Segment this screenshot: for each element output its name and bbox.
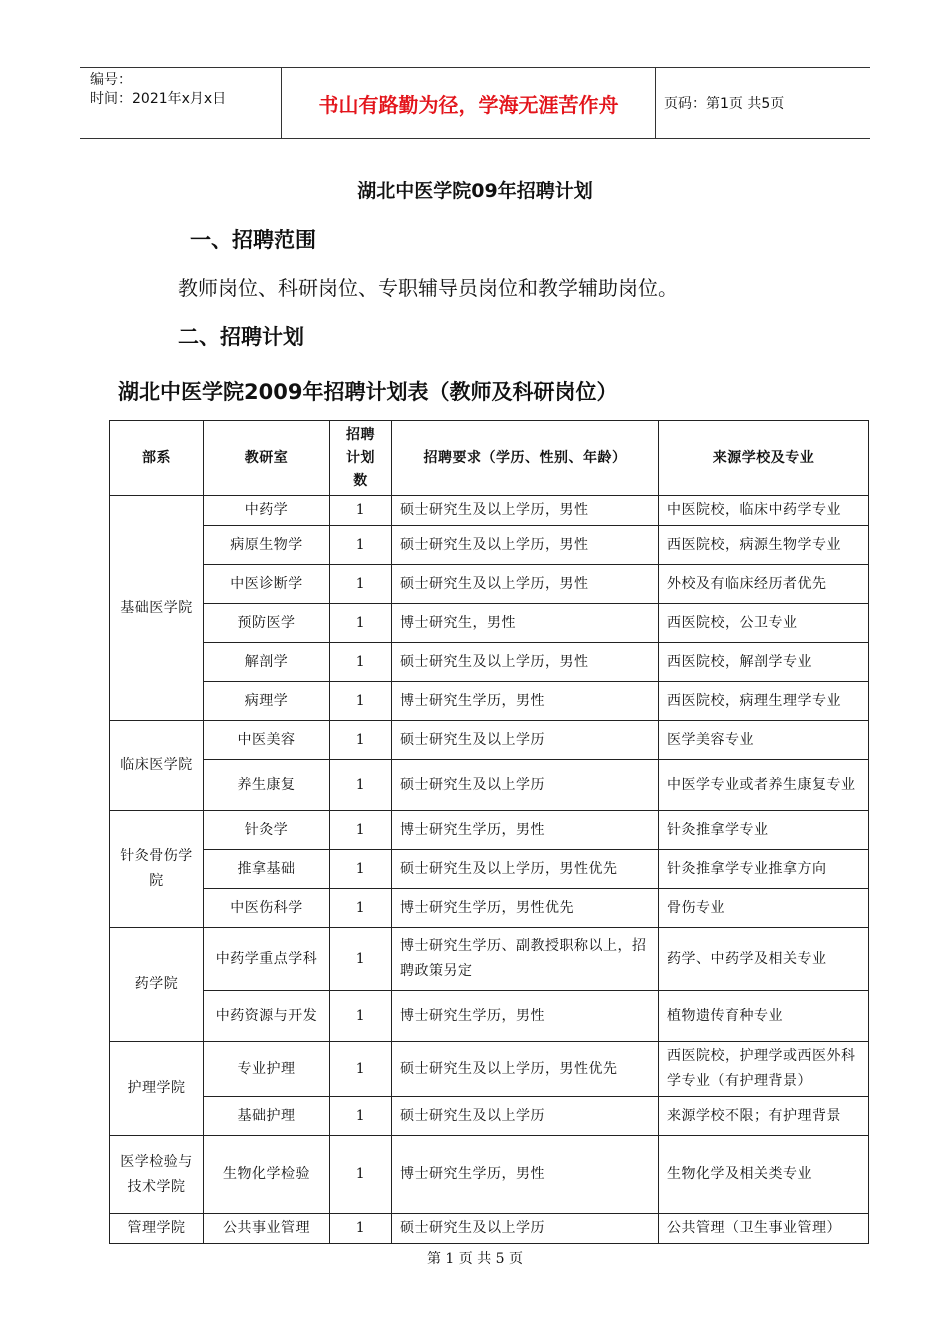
section1-text: 教师岗位、科研岗位、专职辅导员岗位和教学辅助岗位。 (178, 276, 678, 300)
count-cell: 1 (330, 604, 392, 643)
requirement-cell: 硕士研究生及以上学历 (392, 1214, 659, 1244)
requirement-cell: 硕士研究生及以上学历，男性 (392, 643, 659, 682)
header-dept: 部系 (110, 421, 204, 496)
table-row (110, 604, 869, 643)
requirement-cell: 博士研究生，男性 (392, 604, 659, 643)
room-cell: 中药学 (204, 496, 330, 526)
source-cell: 生物化学及相关类专业 (659, 1136, 869, 1214)
header-count: 招聘计划数 (330, 421, 392, 496)
table-row (110, 643, 869, 682)
table-row (110, 1214, 869, 1244)
count-cell: 1 (330, 526, 392, 565)
room-cell: 中医美容 (204, 721, 330, 760)
requirement-cell: 硕士研究生及以上学历，男性 (392, 526, 659, 565)
source-cell: 西医院校，公卫专业 (659, 604, 869, 643)
requirement-cell: 硕士研究生及以上学历，男性 (392, 565, 659, 604)
time-label: 时间：2021年x月x日 (90, 91, 227, 107)
requirement-cell: 博士研究生学历，男性 (392, 811, 659, 850)
count-cell: 1 (330, 1136, 392, 1214)
count-cell: 1 (330, 991, 392, 1042)
source-cell: 针灸推拿学专业 (659, 811, 869, 850)
requirement-cell: 博士研究生学历，男性优先 (392, 889, 659, 928)
room-cell: 中药学重点学科 (204, 928, 330, 991)
table-row (110, 991, 869, 1042)
source-cell: 西医院校，病理生理学专业 (659, 682, 869, 721)
room-cell: 中医诊断学 (204, 565, 330, 604)
table-row (110, 1042, 869, 1097)
room-cell: 针灸学 (204, 811, 330, 850)
count-cell: 1 (330, 850, 392, 889)
room-cell: 解剖学 (204, 643, 330, 682)
room-cell: 中医伤科学 (204, 889, 330, 928)
table-row (110, 889, 869, 928)
requirement-cell: 博士研究生学历，男性 (392, 682, 659, 721)
source-cell: 公共管理（卫生事业管理） (659, 1214, 869, 1244)
count-cell: 1 (330, 682, 392, 721)
room-cell: 预防医学 (204, 604, 330, 643)
count-cell: 1 (330, 760, 392, 811)
count-cell: 1 (330, 1214, 392, 1244)
dept-cell: 基础医学院 (110, 496, 204, 721)
count-cell: 1 (330, 721, 392, 760)
source-cell: 骨伤专业 (659, 889, 869, 928)
header-page-info: 页码：第1页 共5页 (664, 96, 785, 112)
dept-cell: 临床医学院 (110, 721, 204, 811)
room-cell: 推拿基础 (204, 850, 330, 889)
dept-cell: 医学检验与技术学院 (110, 1136, 204, 1214)
table-row (110, 928, 869, 991)
requirement-cell: 博士研究生学历、副教授职称以上，招聘政策另定 (392, 928, 659, 991)
source-cell: 中医学专业或者养生康复专业 (659, 760, 869, 811)
source-cell: 外校及有临床经历者优先 (659, 565, 869, 604)
header-room: 教研室 (204, 421, 330, 496)
requirement-cell: 硕士研究生及以上学历，男性 (392, 496, 659, 526)
requirement-cell: 硕士研究生及以上学历 (392, 721, 659, 760)
count-cell: 1 (330, 643, 392, 682)
table-row (110, 850, 869, 889)
requirement-cell: 博士研究生学历，男性 (392, 1136, 659, 1214)
table-row (110, 811, 869, 850)
room-cell: 生物化学检验 (204, 1136, 330, 1214)
source-cell: 西医院校，护理学或西医外科学专业（有护理背景） (659, 1042, 869, 1097)
document-title: 湖北中医学院09年招聘计划 (357, 180, 593, 202)
dept-cell: 药学院 (110, 928, 204, 1042)
count-cell: 1 (330, 889, 392, 928)
count-cell: 1 (330, 928, 392, 991)
room-cell: 公共事业管理 (204, 1214, 330, 1244)
room-cell: 专业护理 (204, 1042, 330, 1097)
source-cell: 药学、中药学及相关专业 (659, 928, 869, 991)
section2-heading: 二、招聘计划 (178, 325, 304, 349)
table-row (110, 721, 869, 760)
source-cell: 针灸推拿学专业推拿方向 (659, 850, 869, 889)
room-cell: 病原生物学 (204, 526, 330, 565)
count-cell: 1 (330, 811, 392, 850)
table-row (110, 760, 869, 811)
requirement-cell: 硕士研究生及以上学历 (392, 1097, 659, 1136)
source-cell: 植物遗传育种专业 (659, 991, 869, 1042)
source-cell: 中医院校，临床中药学专业 (659, 496, 869, 526)
requirement-cell: 硕士研究生及以上学历，男性优先 (392, 850, 659, 889)
table-row (110, 565, 869, 604)
table-header-row (110, 421, 869, 496)
room-cell: 中药资源与开发 (204, 991, 330, 1042)
source-cell: 医学美容专业 (659, 721, 869, 760)
source-cell: 来源学校不限；有护理背景 (659, 1097, 869, 1136)
dept-cell: 针灸骨伤学院 (110, 811, 204, 928)
count-cell: 1 (330, 1042, 392, 1097)
number-label: 编号： (90, 72, 132, 88)
section1-heading: 一、招聘范围 (190, 228, 316, 252)
room-cell: 养生康复 (204, 760, 330, 811)
count-cell: 1 (330, 496, 392, 526)
table-caption: 湖北中医学院2009年招聘计划表（教师及科研岗位） (118, 380, 618, 404)
room-cell: 病理学 (204, 682, 330, 721)
table-row (110, 526, 869, 565)
requirement-cell: 博士研究生学历，男性 (392, 991, 659, 1042)
count-cell: 1 (330, 565, 392, 604)
header-motto: 书山有路勤为径，学海无涯苦作舟 (282, 68, 656, 138)
table-row (110, 682, 869, 721)
table-row (110, 496, 869, 526)
table-row (110, 1136, 869, 1214)
page-footer: 第 1 页 共 5 页 (426, 1251, 524, 1267)
source-cell: 西医院校，病源生物学专业 (659, 526, 869, 565)
recruitment-plan-table (109, 420, 869, 1244)
count-cell: 1 (330, 1097, 392, 1136)
requirement-cell: 硕士研究生及以上学历 (392, 760, 659, 811)
header-requirements: 招聘要求（学历、性别、年龄） (392, 421, 659, 496)
header-meta (80, 68, 282, 138)
requirement-cell: 硕士研究生及以上学历，男性优先 (392, 1042, 659, 1097)
source-cell: 西医院校，解剖学专业 (659, 643, 869, 682)
document-header (80, 67, 870, 139)
room-cell: 基础护理 (204, 1097, 330, 1136)
dept-cell: 管理学院 (110, 1214, 204, 1244)
header-source: 来源学校及专业 (659, 421, 869, 496)
table-row (110, 1097, 869, 1136)
dept-cell: 护理学院 (110, 1042, 204, 1136)
